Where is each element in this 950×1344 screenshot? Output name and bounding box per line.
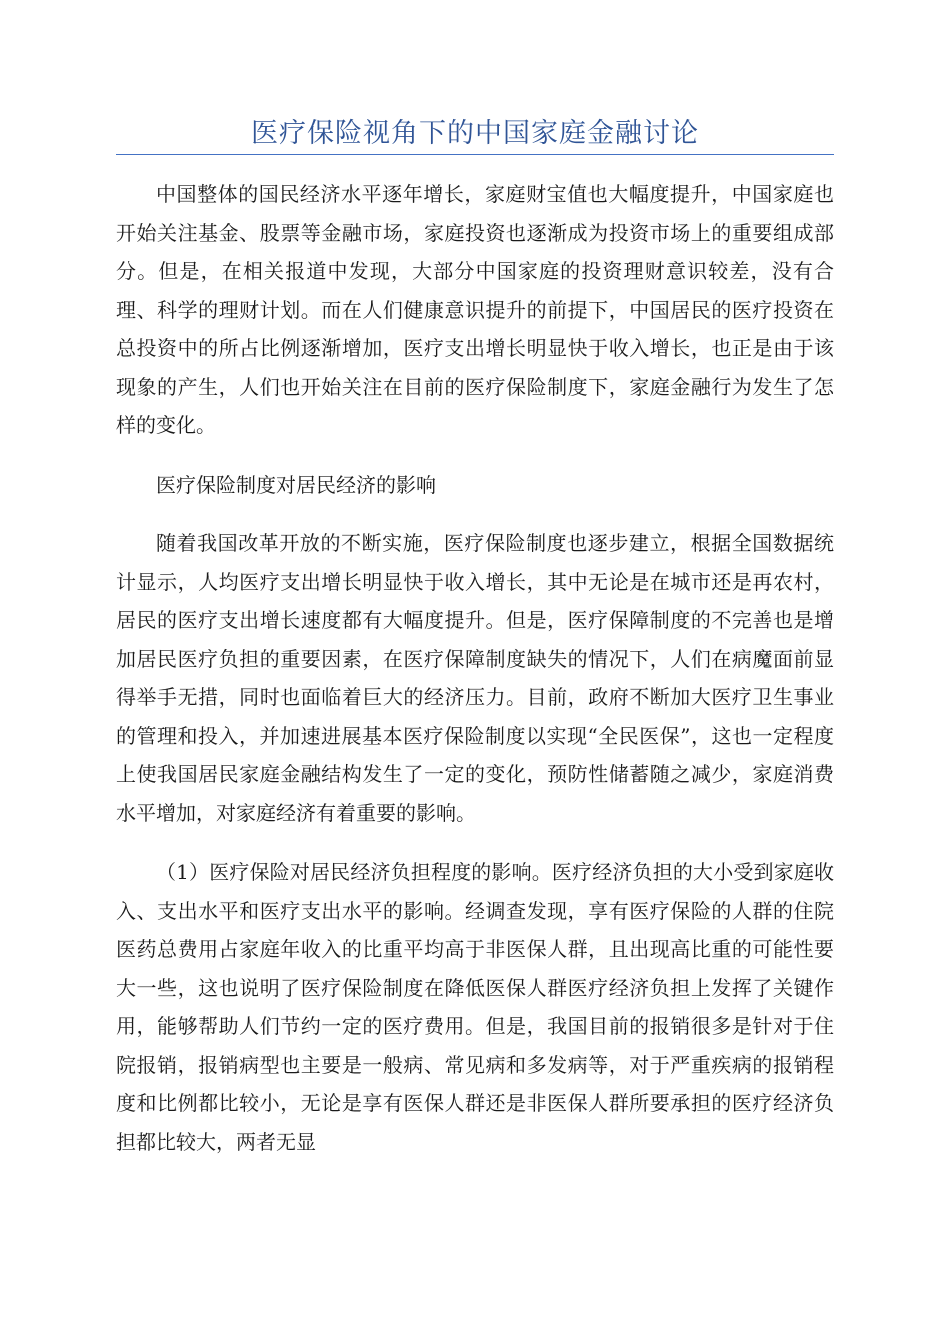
paragraph-intro: 中国整体的国民经济水平逐年增长，家庭财宝值也大幅度提升，中国家庭也开始关注基金、股票等金融市场，家庭投资也逐渐成为投资市场上的重要组成部分。但是，在相关报道中发现，大部分中国家庭的投资理财意识较差，没有合理、科学的理财计划。而在人们健康意识提升的前提下，中国居民的医疗投资在总投资中的所占比例逐渐增加，医疗支出增长明显快于收入增长，也正是由于该现象的产生，人们也开始关注在目前的医疗保险制度下，家庭金融行为发生了怎样的变化。: [116, 182, 834, 437]
paragraph-point-1: （1）医疗保险对居民经济负担程度的影响。医疗经济负担的大小受到家庭收入、支出水平和医疗支出水平的影响。经调查发现，享有医疗保险的人群的住院医药总费用占家庭年收入的比重平均高于非医保人群，且出现高比重的可能性要大一些，这也说明了医疗保险制度在降低医保人群医疗经济负担上发挥了关键作用，能够帮助人们节约一定的医疗费用。但是，我国目前的报销很多是针对于住院报销，报销病型也主要是一般病、常见病和多发病等，对于严重疾病的报销程度和比例都比较小，无论是享有医保人群还是非医保人群所要承担的医疗经济负担都比较大，两者无显: [116, 860, 834, 1154]
document-title: 医疗保险视角下的中国家庭金融讨论: [251, 118, 699, 149]
title-underline: [116, 154, 834, 155]
section-heading: 医疗保险制度对居民经济的影响: [156, 472, 436, 497]
document-body: [116, 175, 834, 1182]
paragraph-background: 随着我国改革开放的不断实施，医疗保险制度也逐步建立，根据全国数据统计显示，人均医疗支出增长明显快于收入增长，其中无论是在城市还是再农村，居民的医疗支出增长速度都有大幅度提升。但是，医疗保障制度的不完善也是增加居民医疗负担的重要因素，在医疗保障制度缺失的情况下，人们在病魔面前显得举手无措，同时也面临着巨大的经济压力。目前，政府不断加大医疗卫生事业的管理和投入，并加速进展基本医疗保险制度以实现“全民医保”，这也一定程度上使我国居民家庭金融结构发生了一定的变化，预防性储蓄随之减少，家庭消费水平增加，对家庭经济有着重要的影响。: [116, 531, 834, 825]
